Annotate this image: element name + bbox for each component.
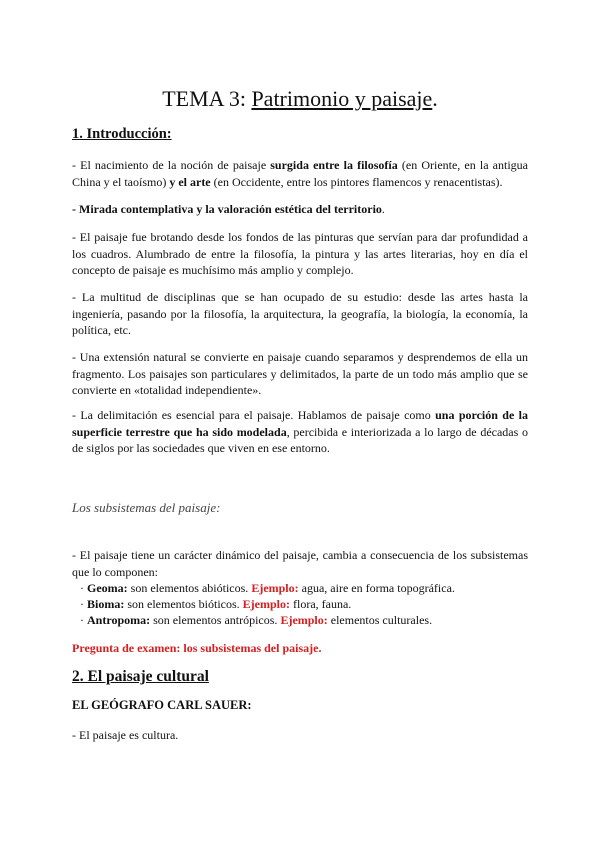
paragraph-delimitation [72, 407, 528, 457]
bold-run: surgida entre la filosofía [270, 158, 398, 172]
example-label: Ejemplo: [251, 581, 299, 595]
bullet: · [80, 613, 87, 627]
exam-note: Pregunta de examen: los subsistemas del paisaje. [72, 641, 322, 655]
paragraph-disciplines: - La multitud de disciplinas que se han ocupado de su estudio: desde las artes hasta la ingeniería, pasando por la filosofía, la arquitectura, la geografía, la biología, la economía, la política, etc. [72, 290, 528, 337]
title-suffix: . [432, 86, 438, 111]
paragraph-extension: - Una extensión natural se convierte en paisaje cuando separamos y desprendemos de ella un fragmento. Los paisajes son particulares y delimitados, la parte de un todo más amplio que se convierte en «totalidad independiente». [72, 350, 528, 397]
list-item [80, 596, 351, 612]
desc: son elementos antrópicos. [150, 613, 281, 627]
paragraph-contemplative [72, 201, 528, 218]
bullet: · [80, 581, 87, 595]
list-item [80, 580, 455, 596]
text-run: - La delimitación es esencial para el paisaje. Hablamos de paisaje como [72, 408, 436, 422]
term: Bioma: [87, 597, 125, 611]
example-value: flora, fauna. [290, 597, 352, 611]
subsystems-heading: Los subsistemas del paisaje: [72, 500, 221, 515]
desc: son elementos bióticos. [124, 597, 243, 611]
bullet: · [80, 597, 87, 611]
example-label: Ejemplo: [280, 613, 328, 627]
title-prefix: TEMA 3: [162, 86, 252, 111]
paragraph-history: - El paisaje fue brotando desde los fondos de las pinturas que servían para dar profundidad a los cuadros. Alumbrado de entre la filosofía, la pintura y las artes literarias, hoy en día el concepto de paisaje es muchísimo más amplio y complejo. [72, 230, 528, 277]
list-item [80, 612, 432, 628]
paragraph-culture: - El paisaje es cultura. [72, 728, 179, 742]
section2-heading: 2. El paisaje cultural [72, 668, 209, 685]
paragraph-dynamic: - El paisaje tiene un carácter dinámico del paisaje, cambia a consecuencia de los subsistemas que lo componen: [72, 548, 528, 579]
text-run: , percibida e interiorizada a lo largo de décadas o de siglos por las sociedades que viven en ese entorno. [72, 424, 528, 455]
text-run: (en Oriente, en la antigua China y el taoísmo) [72, 158, 528, 189]
text-run: (en Occidente, entre los pintores flamencos y renacentistas). [210, 174, 503, 189]
term: Antropoma: [87, 613, 151, 627]
title-main: Patrimonio y paisaje [251, 86, 433, 111]
paragraph-origin [72, 157, 528, 190]
bold-run: y el arte [169, 174, 211, 189]
bold-run: una porción de la superficie terrestre que ha sido modelada [72, 408, 528, 439]
intro-heading: 1. Introducción: [72, 126, 172, 142]
sauer-heading: EL GEÓGRAFO CARL SAUER: [72, 698, 252, 712]
page-title [0, 86, 600, 112]
example-value: elementos culturales. [327, 613, 433, 627]
example-value: agua, aire en forma topográfica. [298, 581, 455, 595]
example-label: Ejemplo: [242, 597, 290, 611]
bold-run: - Mirada contemplativa y la valoración estética del territorio [72, 202, 382, 216]
term: Geoma: [87, 581, 128, 595]
desc: son elementos abióticos. [127, 581, 252, 595]
text-run: - El nacimiento de la noción de paisaje [72, 158, 271, 172]
text-run: . [381, 202, 385, 216]
